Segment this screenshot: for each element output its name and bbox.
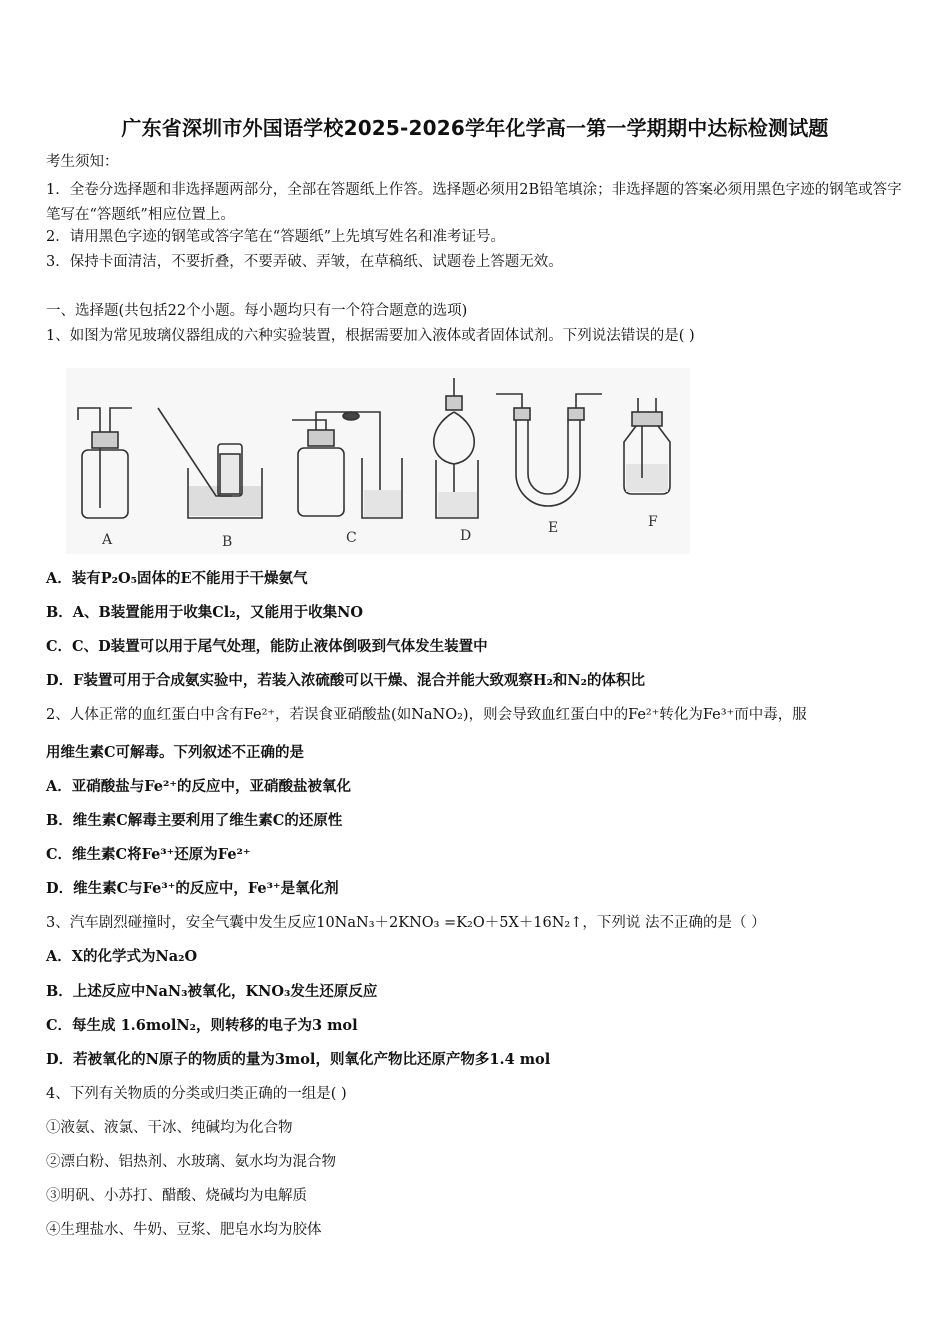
q1-option-a: A．装有P₂O₅固体的E不能用于干燥氨气 xyxy=(46,570,308,587)
notice-item-1: 1．全卷分选择题和非选择题两部分，全部在答题纸上作答。选择题必须用2B铅笔填涂；非选择题的答案必须用黑色字迹的钢笔或答字笔写在“答题纸”相应位置上。 xyxy=(46,182,902,223)
q2-option-d: D．维生素C与Fe³⁺的反应中，Fe³⁺是氧化剂 xyxy=(46,880,339,897)
q2-option-c: C．维生素C将Fe³⁺还原为Fe²⁺ xyxy=(46,846,251,863)
q2-stem-line2: 用维生素C可解毒。下列叙述不正确的是 xyxy=(46,744,305,761)
q4-item-2: ②漂白粉、铝热剂、水玻璃、氨水均为混合物 xyxy=(46,1154,336,1170)
q1-option-c: C．C、D装置可以用于尾气处理，能防止液体倒吸到气体发生装置中 xyxy=(46,638,488,655)
figure-label-d: D xyxy=(460,528,472,544)
q2-stem-line1: 2、人体正常的血红蛋白中含有Fe²⁺，若误食亚硝酸盐(如NaNO₂)，则会导致血红蛋白中的Fe²⁺转化为Fe³⁺而中毒，服 xyxy=(46,707,807,723)
q1-stem: 1、如图为常见玻璃仪器组成的六种实验装置，根据需要加入液体或者固体试剂。下列说法错误的是( ) xyxy=(46,328,695,344)
q3-option-d: D．若被氧化的N原子的物质的量为3mol，则氧化产物比还原产物多1.4 mol xyxy=(46,1051,551,1068)
figure-label-e: E xyxy=(548,520,559,536)
q2-option-b: B．维生素C解毒主要利用了维生素C的还原性 xyxy=(46,812,343,829)
q3-option-b: B．上述反应中NaN₃被氧化，KNO₃发生还原反应 xyxy=(46,983,378,1000)
q1-option-b: B．A、B装置能用于收集Cl₂，又能用于收集NO xyxy=(46,604,364,621)
figure-label-c: C xyxy=(346,530,357,546)
figure-label-f: F xyxy=(648,514,658,530)
q4-item-4: ④生理盐水、牛奶、豆浆、肥皂水均为胶体 xyxy=(46,1222,322,1238)
notice-item-3: 3．保持卡面清洁，不要折叠，不要弄破、弄皱，在草稿纸、试题卷上答题无效。 xyxy=(46,254,563,270)
q4-item-3: ③明矾、小苏打、醋酸、烧碱均为电解质 xyxy=(46,1188,307,1204)
figure-label-a: A xyxy=(102,532,113,548)
q4-stem: 4、下列有关物质的分类或归类正确的一组是( ) xyxy=(46,1086,347,1102)
figure-label-b: B xyxy=(222,534,233,550)
q1-option-d: D．F装置可用于合成氨实验中，若装入浓硫酸可以干燥、混合并能大致观察H₂和N₂的体积比 xyxy=(46,672,646,689)
notice-heading: 考生须知： xyxy=(46,154,119,170)
apparatus-figure xyxy=(66,368,690,554)
section-heading: 一、选择题(共包括22个小题。每小题均只有一个符合题意的选项) xyxy=(46,303,468,319)
q3-option-c: C．每生成 1.6molN₂，则转移的电子为3 mol xyxy=(46,1017,358,1034)
q3-option-a: A．X的化学式为Na₂O xyxy=(46,948,198,965)
page-title: 广东省深圳市外国语学校2025-2026学年化学高一第一学期期中达标检测试题 xyxy=(121,116,829,140)
q4-item-1: ①液氨、液氯、干冰、纯碱均为化合物 xyxy=(46,1120,293,1136)
notice-item-2: 2．请用黑色字迹的钢笔或答字笔在“答题纸”上先填写姓名和准考证号。 xyxy=(46,229,506,245)
q3-stem: 3、汽车剧烈碰撞时，安全气囊中发生反应10NaN₃＋2KNO₃ =K₂O＋5X＋16N₂↑，下列说 法不正确的是（ ） xyxy=(46,915,766,931)
q2-option-a: A．亚硝酸盐与Fe²⁺的反应中，亚硝酸盐被氧化 xyxy=(46,778,351,795)
